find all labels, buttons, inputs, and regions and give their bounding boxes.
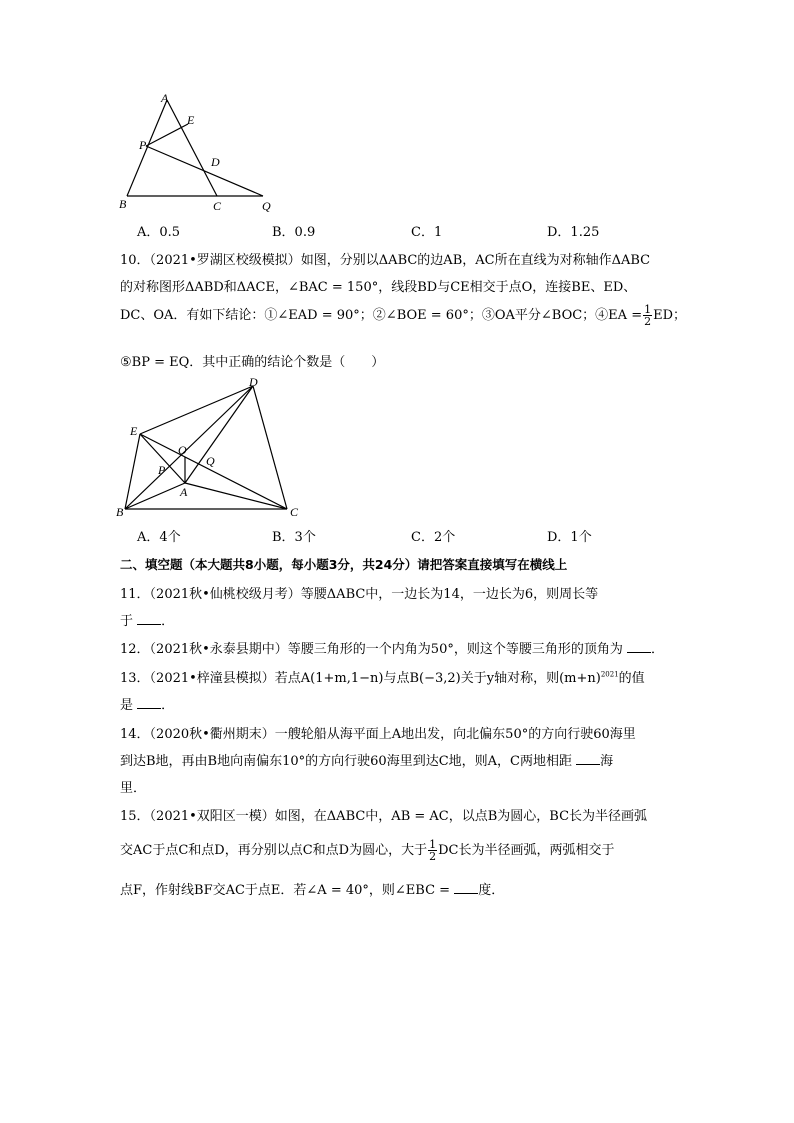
q14-line2-end: 海 bbox=[600, 754, 614, 769]
q9-choice-b[interactable]: B．0.9 bbox=[272, 225, 316, 240]
segment-BD bbox=[125, 386, 253, 509]
label-P: P bbox=[139, 138, 147, 152]
label-P: P bbox=[158, 463, 166, 477]
q9-choice-c[interactable]: C．1 bbox=[411, 225, 443, 240]
q11-line1: 11．（2021秋•仙桃校级月考）等腰ΔABC中，一边长为14，一边长为6，则周长等 bbox=[120, 587, 599, 602]
q15-line3-text: 点F，作射线BF交AC于点E．若∠A = 40°，则∠EBC = bbox=[120, 883, 451, 898]
q14-line2-text: 到达B地，再由B地向南偏东10°的方向行驶60海里到达C地，则A，C两地相距 bbox=[120, 754, 572, 769]
label-A: A bbox=[161, 92, 169, 105]
q15-line2-text: 交AC于点C和点D，再分别以点C和点D为圆心，大于 bbox=[120, 843, 428, 858]
q11-line2: 于 ． bbox=[120, 614, 175, 629]
q13-line2-text: 是 bbox=[120, 698, 134, 713]
segment-PQ bbox=[146, 146, 263, 196]
label-D: D bbox=[211, 155, 220, 169]
q10-line3 bbox=[120, 304, 686, 327]
q10-line3-end: ED； bbox=[653, 308, 687, 323]
label-A: A bbox=[180, 485, 188, 499]
q15-line2 bbox=[120, 839, 614, 862]
q12-line1: 12．（2021秋•永泰县期中）等腰三角形的一个内角为50°，则这个等腰三角形的顶角为 ． bbox=[120, 642, 664, 657]
q11-answer-blank[interactable] bbox=[137, 614, 161, 625]
q10-choice-b[interactable]: B．3个 bbox=[272, 530, 316, 545]
label-Q: Q bbox=[262, 199, 271, 212]
q14-answer-blank[interactable] bbox=[576, 754, 600, 765]
q15-fraction: $\frac{1}{2}$ bbox=[429, 838, 437, 863]
q10-figure bbox=[110, 372, 310, 522]
q13-line2: 是 ． bbox=[120, 698, 175, 713]
label-D: D bbox=[249, 375, 258, 389]
label-Q: Q bbox=[206, 454, 215, 468]
label-C: C bbox=[290, 505, 299, 519]
q10-choice-d[interactable]: D．1个 bbox=[547, 530, 592, 545]
q10-line4: ⑤BP = EQ．其中正确的结论个数是（ ） bbox=[120, 355, 385, 370]
q13-answer-blank[interactable] bbox=[137, 698, 161, 709]
q15-line3 bbox=[120, 879, 504, 898]
q14-line1: 14．（2020秋•衢州期末）一艘轮船从海平面上A地出发，向北偏东50°的方向行驶60海里 bbox=[120, 727, 636, 742]
q10-choice-a[interactable]: A．4个 bbox=[137, 530, 181, 545]
q10-line2: 的对称图形ΔABD和ΔACE，∠BAC = 150°，线段BD与CE相交于点O，连接BE、ED、 bbox=[120, 280, 637, 295]
q13-exponent: 2021 bbox=[600, 670, 619, 679]
segment-BA bbox=[125, 483, 185, 509]
label-E: E bbox=[187, 113, 195, 127]
q10-choice-c[interactable]: C．2个 bbox=[411, 530, 456, 545]
q15-line3-end: 度． bbox=[478, 883, 505, 898]
q15-answer-blank[interactable] bbox=[454, 883, 478, 894]
label-B: B bbox=[116, 505, 124, 519]
q9-choice-a[interactable]: A．0.5 bbox=[137, 225, 181, 240]
q13-line1 bbox=[120, 667, 645, 686]
q10-line3-text: DC、OA．有如下结论：①∠EAD = 90°；②∠BOE = 60°；③OA平分∠BOC；④EA = bbox=[120, 308, 643, 323]
label-E: E bbox=[130, 424, 138, 438]
q12-answer-blank[interactable] bbox=[627, 642, 651, 653]
label-O: O bbox=[178, 443, 187, 457]
q15-line2-end: DC长为半径画弧，两弧相交于 bbox=[438, 843, 615, 858]
q9-choice-d[interactable]: D．1.25 bbox=[547, 225, 600, 240]
q15-line1: 15．（2021•双阳区一模）如图，在ΔABC中，AB = AC，以点B为圆心，BC长为半径画弧 bbox=[120, 809, 648, 824]
segment-DC bbox=[253, 386, 287, 509]
label-C: C bbox=[213, 199, 222, 212]
q11-line2-text: 于 bbox=[120, 614, 134, 629]
segment-AC bbox=[185, 483, 287, 509]
section-heading: 二、填空题（本大题共8小题，每小题3分，共24分）请把答案直接填写在横线上 bbox=[120, 557, 568, 572]
q10-fraction: $\frac{1}{2}$ bbox=[644, 303, 652, 328]
q12-text: 12．（2021秋•永泰县期中）等腰三角形的一个内角为50°，则这个等腰三角形的顶角为 bbox=[120, 642, 623, 657]
q13-text-end: 的值 bbox=[618, 671, 645, 686]
label-B: B bbox=[119, 197, 127, 211]
segment-BE bbox=[125, 434, 140, 509]
q14-line3: 里． bbox=[120, 781, 147, 796]
q13-text: 13．（2021•梓潼县模拟）若点A(1+m,1−n)与点B(−3,2)关于y轴对称，则(m+n) bbox=[120, 671, 601, 686]
segment-AB bbox=[127, 100, 167, 196]
q9-figure bbox=[110, 92, 280, 212]
q10-line1: 10．（2021•罗湖区校级模拟）如图，分别以ΔABC的边AB，AC所在直线为对称轴作ΔABC bbox=[120, 253, 651, 268]
q14-line2 bbox=[120, 750, 613, 769]
